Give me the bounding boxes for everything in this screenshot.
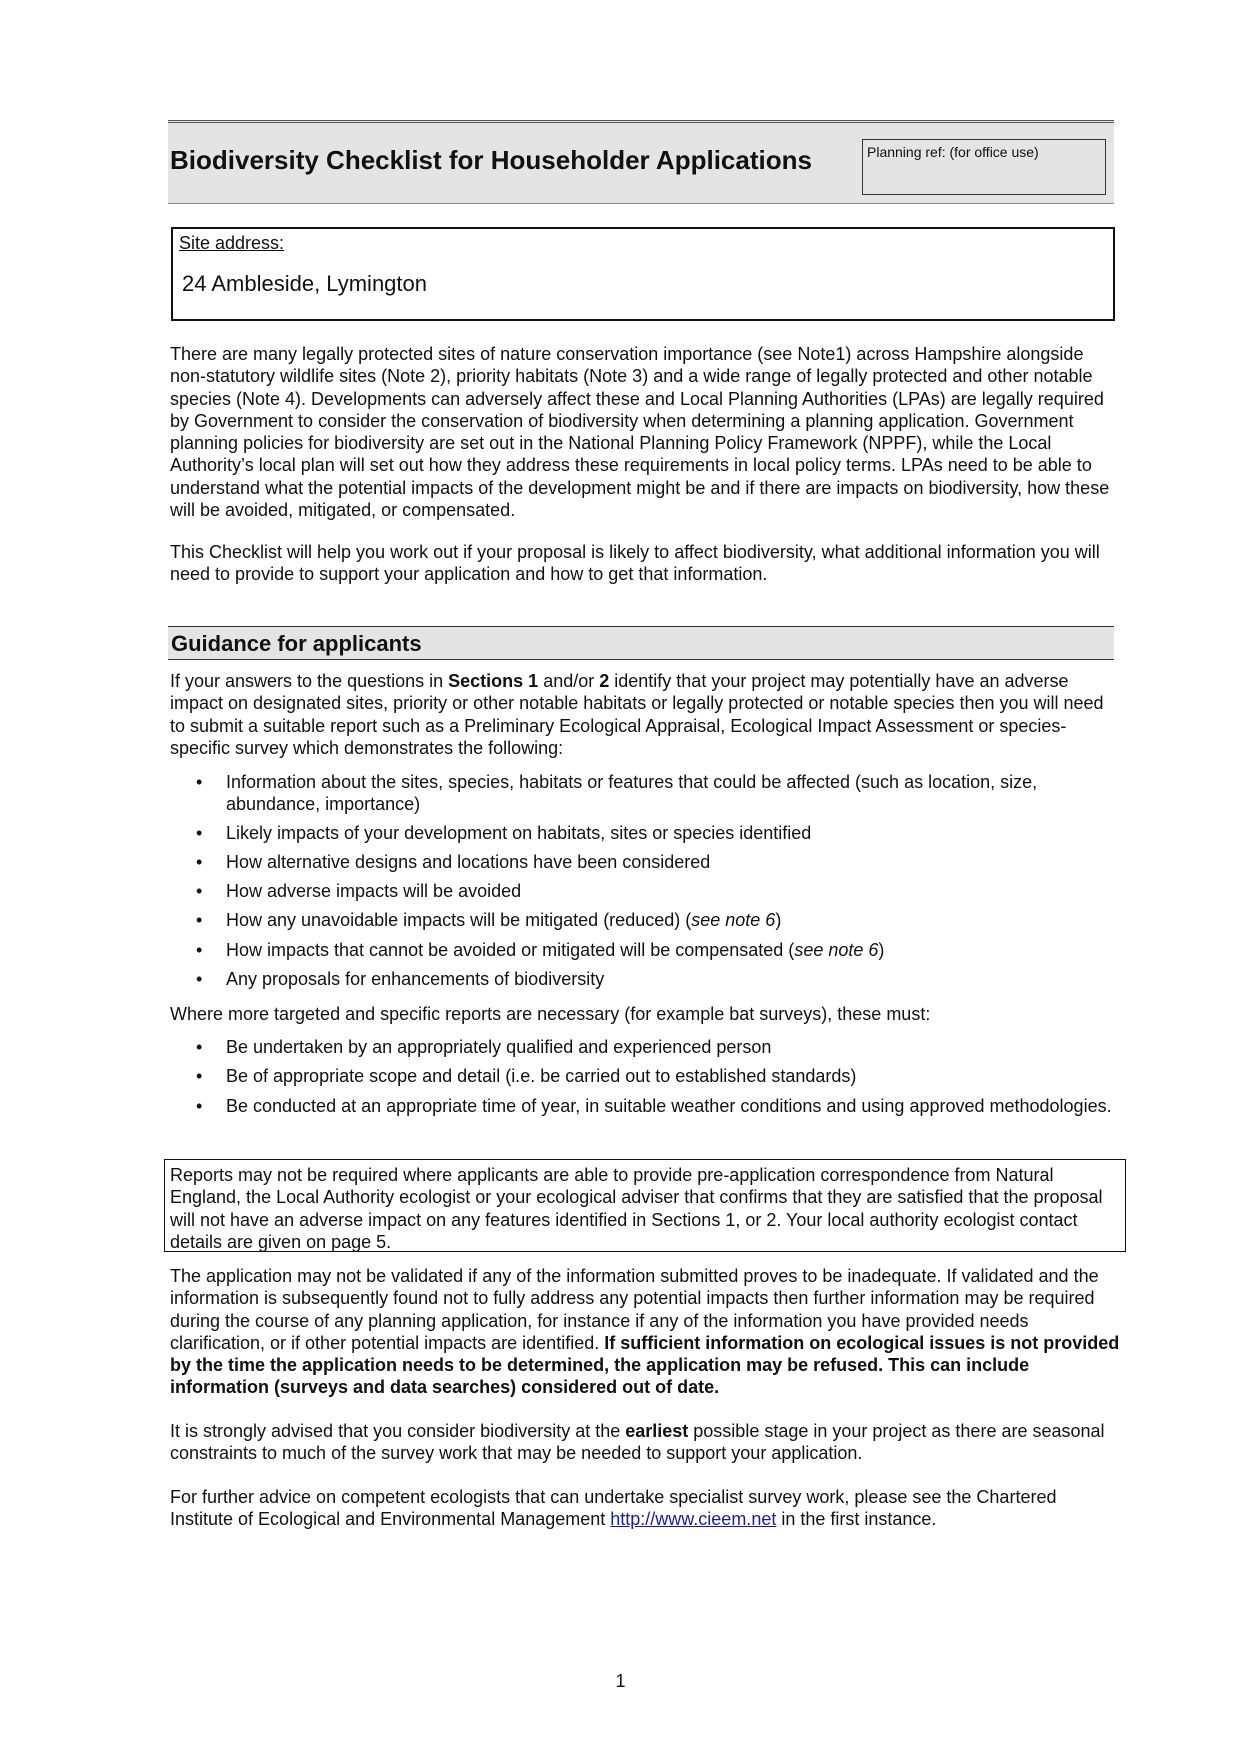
list-item-text: ) [878, 939, 885, 960]
guidance-p1-sections: Sections 1 [448, 671, 539, 691]
list-item-text: Be of appropriate scope and detail (i.e. be carried out to established standards) [226, 1066, 857, 1087]
advice-text-c: possible stage in your project as there are seasonal constraints to much of the survey work that may be needed to support your application. [170, 1421, 1105, 1464]
list-item-text: Any proposals for enhancements of biodiversity [226, 969, 605, 990]
advice-earliest: earliest [625, 1421, 689, 1441]
guidance-paragraph-1 [170, 670, 1120, 759]
list-item-text: Likely impacts of your development on habitats, sites or species identified [226, 822, 812, 843]
list-item [170, 968, 1120, 990]
list-item [170, 909, 1120, 931]
guidance-paragraph-4 [170, 1420, 1120, 1465]
list-item-text: Information about the sites, species, habitats or features that could be affected (such as location, size, abundance, importance) [226, 772, 1038, 815]
list-item [170, 1095, 1120, 1117]
planning-ref-label: Planning ref: (for office use) [867, 144, 1039, 160]
list-item-text: How adverse impacts will be avoided [226, 881, 522, 902]
cieem-text-c: in the first instance. [776, 1509, 937, 1530]
see-note-6: see note 6 [794, 939, 879, 960]
guidance-p1-section-2: 2 [599, 671, 610, 691]
guidance-paragraph-5 [170, 1486, 1120, 1531]
list-item [170, 851, 1120, 873]
bullet-icon: • [196, 1037, 203, 1057]
cieem-link[interactable]: http://www.cieem.net [610, 1509, 777, 1530]
validation-text: The application may not be validated if any of the information submitted proves to be inadequate. If validated and the information is subsequently found not to fully address any potential impacts then further information may be required during the course of any planning application, for instance if any of the information you have provided needs clarification, or if other potential impacts are identified. [170, 1266, 1099, 1353]
guidance-p1-text-c: and/or [538, 671, 600, 691]
bullet-icon: • [196, 772, 203, 792]
title-bar [168, 120, 1114, 204]
see-note-6: see note 6 [691, 910, 776, 931]
list-item [170, 1065, 1120, 1087]
site-address-box[interactable] [171, 227, 1115, 321]
guidance-p1-text-a: If your answers to the questions in [170, 671, 449, 691]
bullet-icon: • [196, 910, 203, 931]
requirements-list [170, 771, 1120, 990]
bullet-icon: • [196, 1095, 203, 1116]
site-address-label: Site address: [179, 233, 285, 253]
list-item-text: How alternative designs and locations have been considered [226, 851, 711, 872]
bullet-icon: • [196, 939, 203, 960]
list-item [170, 1036, 1120, 1058]
bullet-icon: • [196, 969, 203, 990]
bullet-icon: • [196, 881, 203, 902]
guidance-paragraph-2: Where more targeted and specific reports are necessary (for example bat surveys), these must: [170, 1004, 931, 1024]
reports-note-box: Reports may not be required where applicants are able to provide pre-application correspondence from Natural England, the Local Authority ecologist or your ecological adviser that confirms that they are satisfied that the proposal will not have an adverse impact on any features identified in Sections 1, or 2. Your local authority ecologist contact details are given on page 5. [164, 1159, 1126, 1252]
list-item-text: How impacts that cannot be avoided or mitigated will be compensated ( [226, 939, 795, 960]
refusal-warning: If sufficient information on ecological issues is not provided by the time the application needs to be determined, the application may be refused. This can include information (surveys and data searches) considered out of date. [170, 1332, 1120, 1398]
guidance-paragraph-3 [170, 1265, 1120, 1399]
list-item [170, 822, 1120, 844]
list-item [170, 771, 1120, 816]
list-item-text: Be conducted at an appropriate time of year, in suitable weather conditions and using approved methodologies. [226, 1095, 1112, 1116]
guidance-heading: Guidance for applicants [171, 631, 422, 656]
list-item-text: ) [775, 910, 782, 931]
intro-paragraph-1: There are many legally protected sites of nature conservation importance (see Note1) across Hampshire alongside non-statutory wildlife sites (Note 2), priority habitats (Note 3) and a wide range of legally protected and other notable species (Note 4). Developments can adversely affect these and Local Planning Authorities (LPAs) are legally required by Government to consider the conservation of biodiversity when determining a planning application. Government planning policies for biodiversity are set out in the National Planning Policy Framework (NPPF), while the Local Authority’s local plan will set out how they address these requirements in local policy terms. LPAs need to be able to understand what the potential impacts of the development might be and if there are impacts on biodiversity, how these will be avoided, mitigated, or compensated. [170, 344, 1110, 521]
advice-text-a: It is strongly advised that you consider biodiversity at the [170, 1421, 626, 1441]
list-item-text: Be undertaken by an appropriately qualified and experienced person [226, 1037, 772, 1057]
list-item [170, 939, 1120, 961]
list-item [170, 880, 1120, 902]
bullet-icon: • [196, 851, 203, 872]
bullet-icon: • [196, 822, 203, 843]
guidance-heading-bar [168, 626, 1114, 660]
page-number: 1 [615, 1671, 626, 1691]
report-standards-list [170, 1036, 1120, 1117]
bullet-icon: • [196, 1066, 203, 1087]
site-address-value: 24 Ambleside, Lymington [182, 271, 427, 296]
guidance-p1-text-e: identify that your project may potentially have an adverse impact on designated sites, priority or other notable habitats or legally protected or notable species then you will need to submit a suitable report such as a Preliminary Ecological Appraisal, Ecological Impact Assessment or species-specific survey which demonstrates the following: [170, 671, 1104, 758]
page-title: Biodiversity Checklist for Householder Applications [170, 145, 812, 175]
cieem-text-a: For further advice on competent ecologists that can undertake specialist survey work, please see the Chartered Institute of Ecological and Environmental Management [170, 1487, 1057, 1530]
planning-ref-box[interactable] [862, 139, 1106, 195]
list-item-text: How any unavoidable impacts will be mitigated (reduced) ( [226, 910, 692, 931]
intro-paragraph-2: This Checklist will help you work out if your proposal is likely to affect biodiversity, what additional information you will need to provide to support your application and how to get that information. [170, 542, 1100, 585]
